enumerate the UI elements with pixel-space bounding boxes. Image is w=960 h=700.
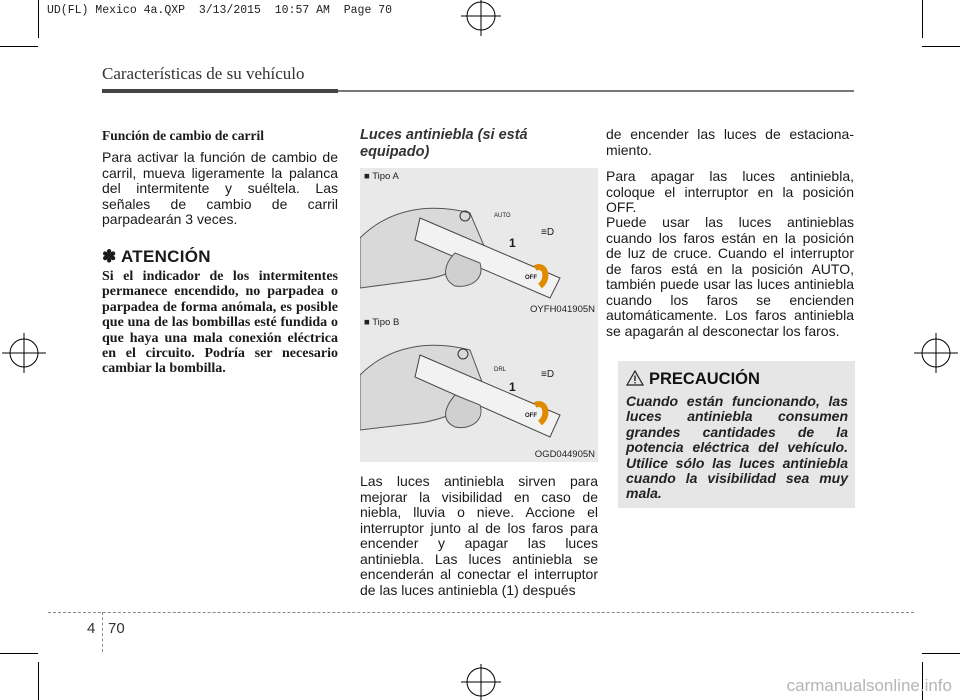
lever-b-fog-symbol: ≡D: [541, 369, 555, 380]
lever-illustration-b: [360, 315, 598, 462]
lane-change-body: Para activar la función de cambio de carril, mueva ligeramente la palanca del intermitente y suéltela. Las señales de cambio de carril parpadearán 3 veces.: [102, 149, 338, 227]
registration-mark-left: [0, 318, 48, 388]
print-header: UD(FL) Mexico 4a.QXP 3/13/2015 10:57 AM Page 70: [47, 4, 393, 17]
caution-body: Cuando están funcionando, las luces antiniebla consumen grandes cantidades de la potencia eléctrica del vehículo. Utilice sólo las luces antiniebla cuando la visibilidad sea muy mala.: [626, 393, 848, 502]
attention-title: ATENCIÓN: [120, 247, 211, 266]
lever-b-drl-label: DRL: [494, 367, 507, 373]
column3-paragraph-3: Puede usar las luces antinieblas cuando los faros están en la posición de luz de cruce. Cuando el interruptor de faros está en la posición AUTO, también puede usar las luces antiniebla cuando los faros se encienden automáticamente. Los faros antiniebla se apagarán al desconectar los faros.: [606, 214, 854, 339]
lever-b-off-label: OFF: [525, 413, 537, 419]
column3-paragraph-2: Para apagar las luces antiniebla, coloque el interruptor en la posición OFF.: [606, 168, 854, 215]
registration-mark-top: [446, 0, 516, 46]
registration-mark-right: [912, 318, 960, 388]
footer-divider: [102, 612, 103, 652]
figure-type-b: [360, 315, 598, 462]
attention-icon: ✽: [102, 247, 117, 266]
attention-heading: [102, 247, 338, 267]
lever-a-auto-label: AUTO: [494, 213, 511, 219]
lever-a-fog-symbol: ≡D: [541, 227, 555, 238]
figure-a-label: ■ Tipo A: [364, 171, 399, 182]
attention-body: Si el indicador de los intermitentes permanece encendido, no parpadea o parpadea de forma anómala, es posible que una de las bombillas esté fundida o que haya una mala conexión eléctrica en el circuito. Podría ser necesario cambiar la bombilla.: [102, 269, 338, 377]
lane-change-heading: Función de cambio de carril: [102, 128, 264, 143]
warning-triangle-icon: [626, 370, 644, 386]
title-rule-extension: [338, 90, 854, 92]
lever-a-off-label: OFF: [525, 275, 537, 281]
section-title: Características de su vehículo: [102, 64, 305, 83]
registration-mark-bottom: [446, 660, 516, 700]
caution-title: PRECAUCIÓN: [649, 370, 760, 388]
caution-box: [618, 361, 855, 508]
figure-b-code: OGD044905N: [534, 449, 595, 460]
page-number: 70: [108, 620, 125, 637]
footer-rule: [48, 612, 914, 613]
chapter-number: 4: [87, 620, 96, 637]
lever-b-position-1: 1: [509, 380, 516, 394]
figure-type-a: [360, 168, 598, 317]
watermark: carmanualsonline.info: [786, 676, 952, 695]
fog-lights-heading: Luces antiniebla (si está equipado): [360, 127, 528, 160]
figure-b-label: ■ Tipo B: [364, 317, 400, 328]
title-rule: [102, 89, 338, 93]
lever-illustration-a: [360, 168, 598, 317]
figure-a-code: OYFH041905N: [530, 304, 595, 315]
column3-paragraph-1: de encender las luces de estaciona-miento.: [606, 126, 854, 158]
lever-a-position-1: 1: [509, 236, 516, 250]
fog-lights-body: Las luces antiniebla sirven para mejorar la visibilidad en caso de niebla, lluvia o nieve. Accione el interruptor junto al de los faros para encender y apagar las luces antiniebla. Las luces antiniebla se encenderán al conectar el interruptor de las luces antiniebla (1) después: [360, 473, 598, 598]
